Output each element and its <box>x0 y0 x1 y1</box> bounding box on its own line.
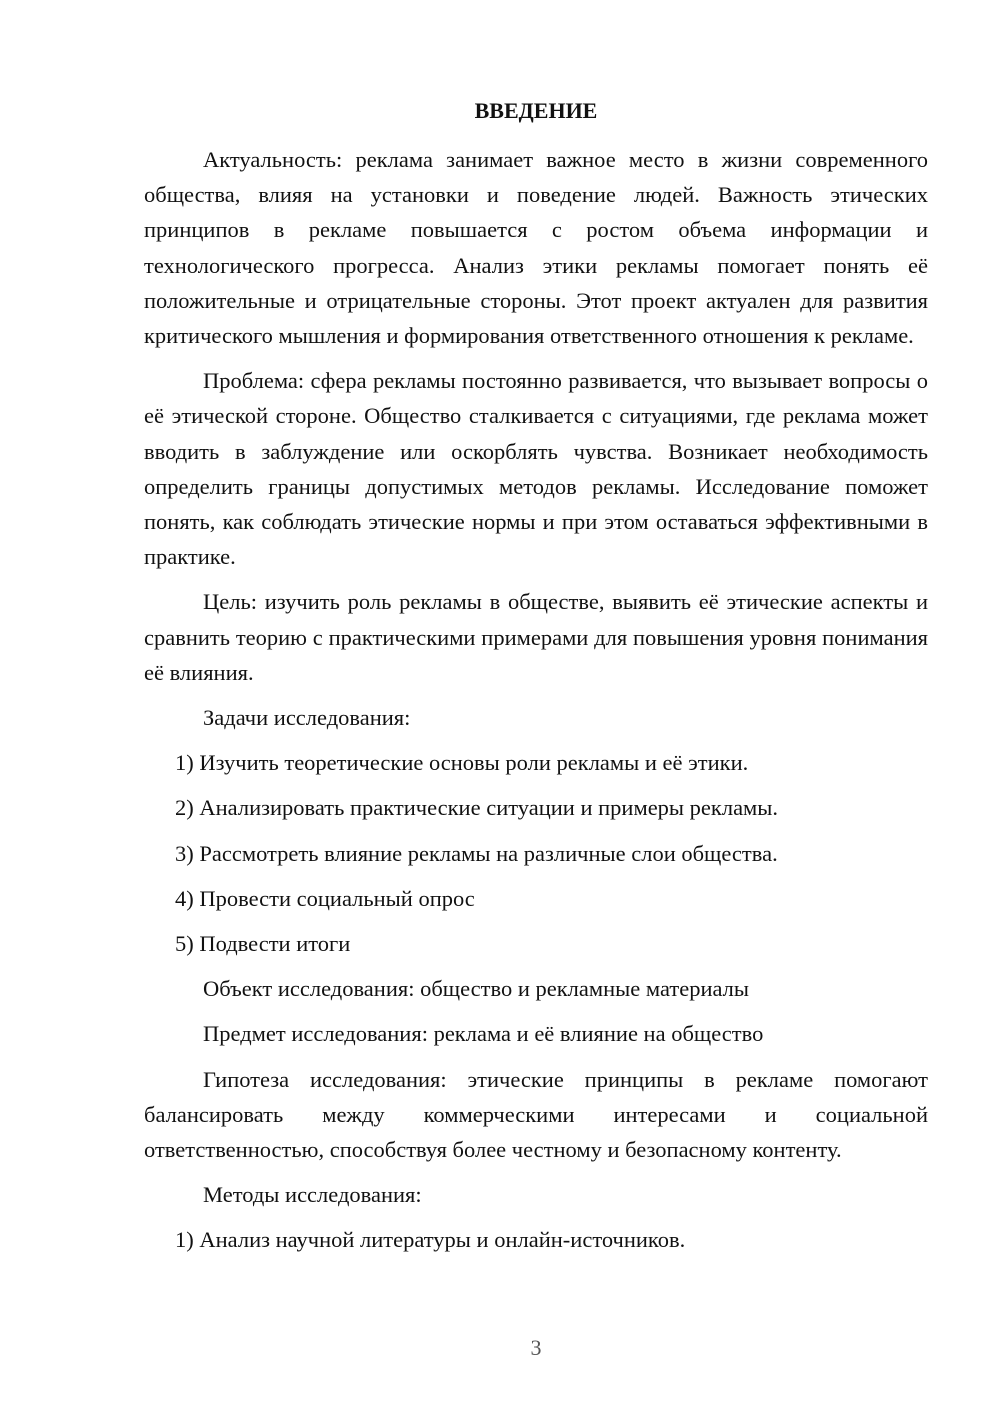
task-item-2: 2) Анализировать практические ситуации и примеры рекламы. <box>175 795 779 821</box>
document-body <box>144 142 928 1268</box>
tasks-heading: Задачи исследования: <box>203 705 411 731</box>
paragraph-problem: Проблема: сфера рекламы постоянно развивается, что вызывает вопросы о её этической стороне. Общество сталкивается с ситуациями, где реклама может вводить в заблуждение или оскорблять чувства. Возникает необходимость определить границы допустимых методов рекламы. Исследование поможет понять, как соблюдать этические нормы и при этом оставаться эффективными в практике. <box>144 368 928 570</box>
methods-heading: Методы исследования: <box>203 1182 422 1208</box>
paragraph-relevance: Актуальность: реклама занимает важное место в жизни современного общества, влияя на установки и поведение людей. Важность этических принципов в рекламе повышается с ростом объема информации и технологического прогресса. Анализ этики рекламы помогает понять её положительные и отрицательные стороны. Этот проект актуален для развития критического мышления и формирования ответственного отношения к рекламе. <box>144 147 928 349</box>
methods-list <box>144 1222 928 1257</box>
method-item-1: 1) Анализ научной литературы и онлайн-источников. <box>175 1227 686 1253</box>
task-item-1: 1) Изучить теоретические основы роли рекламы и её этики. <box>175 750 749 776</box>
tasks-list <box>144 745 928 961</box>
paragraph-object: Объект исследования: общество и рекламные материалы <box>203 976 750 1002</box>
page-number: 3 <box>530 1335 542 1360</box>
paragraph-goal: Цель: изучить роль рекламы в обществе, выявить её этические аспекты и сравнить теорию с практическими примерами для повышения уровня понимания её влияния. <box>144 589 928 685</box>
task-item-4: 4) Провести социальный опрос <box>175 885 475 911</box>
task-item-3: 3) Рассмотреть влияние рекламы на различные слои общества. <box>175 840 778 866</box>
paragraph-subject: Предмет исследования: реклама и её влияние на общество <box>203 1021 764 1047</box>
paragraph-hypothesis: Гипотеза исследования: этические принципы в рекламе помогают балансировать между коммерческими интересами и социальной ответственностью, способствуя более честному и безопасному контенту. <box>144 1066 928 1163</box>
task-item-5: 5) Подвести итоги <box>175 931 351 957</box>
page-title: ВВЕДЕНИЕ <box>474 98 598 123</box>
